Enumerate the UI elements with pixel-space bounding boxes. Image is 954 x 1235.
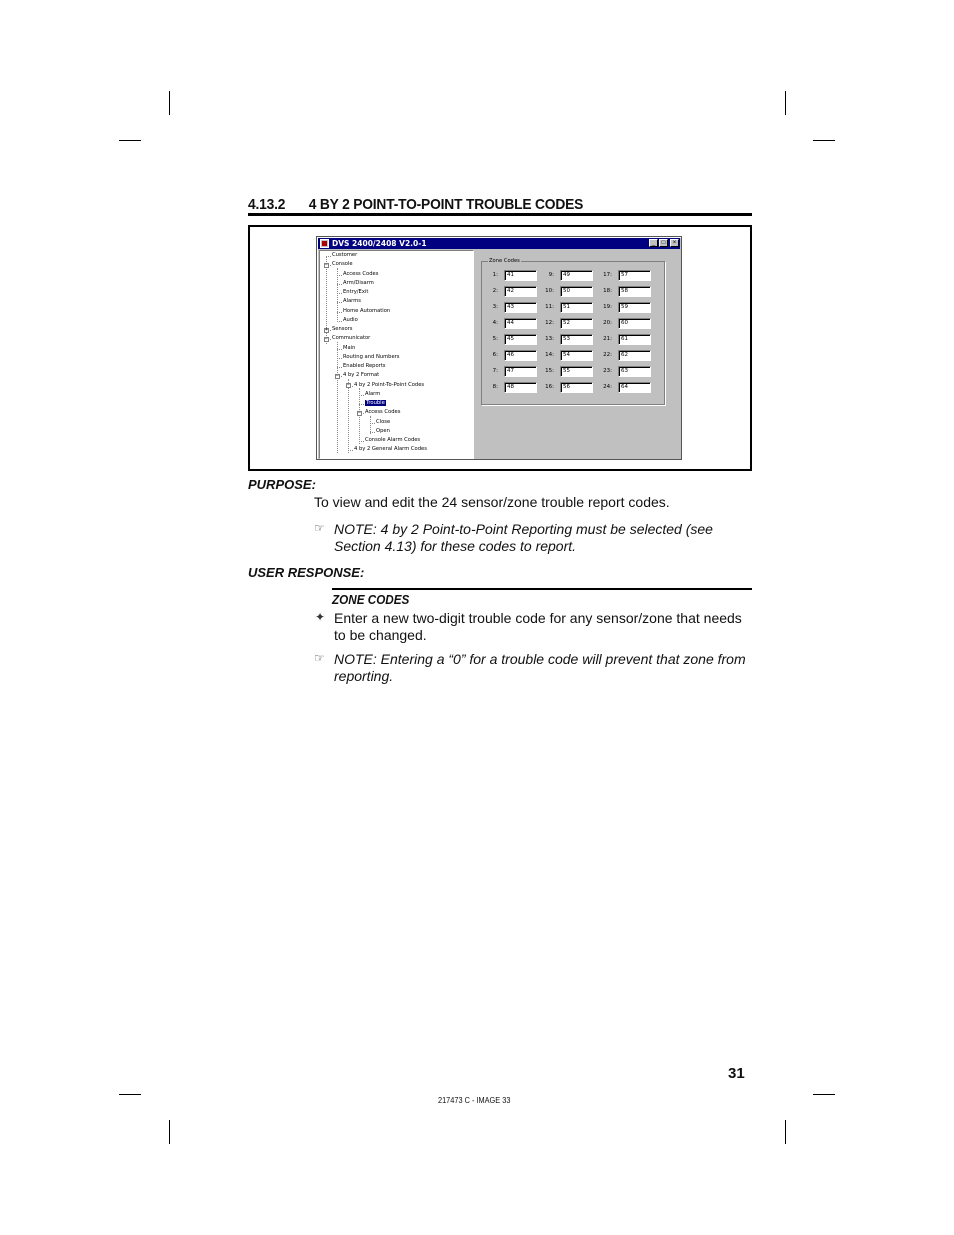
tree-view[interactable] [319, 250, 474, 459]
zone-label: 4: [492, 320, 498, 326]
tree-line [337, 275, 342, 276]
zone-label: 12: [545, 320, 554, 326]
tree-item[interactable] [365, 391, 380, 398]
tree-item-label: Arm/Disarm [343, 279, 374, 286]
zone-label: 5: [492, 336, 498, 342]
tree-item[interactable] [343, 271, 378, 278]
zone-codes-pane [474, 250, 679, 457]
zone-code-input[interactable]: 51 [560, 302, 593, 313]
tree-line [337, 284, 342, 285]
zone-label: 24: [603, 384, 612, 390]
tree-line [370, 432, 375, 433]
tree-item-label: Console Alarm Codes [365, 437, 421, 443]
tree-item[interactable] [343, 372, 379, 379]
pointing-hand-icon: ☞ [314, 651, 325, 665]
zone-code-input[interactable]: 62 [618, 350, 651, 361]
zone-label: 9: [548, 272, 554, 278]
tree-item[interactable] [343, 363, 386, 370]
zone-label: 11: [545, 304, 554, 310]
tree-item-label: Alarms [343, 298, 361, 305]
zone-label: 6: [492, 352, 498, 358]
crop-mark [813, 140, 835, 141]
step-line2: to be changed. [334, 627, 427, 643]
zone-label: 17: [603, 272, 612, 278]
sub-heading-rule [332, 588, 752, 590]
tree-item[interactable] [354, 446, 427, 453]
tree-item-label: Close [376, 418, 391, 425]
window-title: DVS 2400/2408 V2.0-1 [332, 239, 427, 248]
tree-line [337, 293, 342, 294]
zone-label: 16: [545, 384, 554, 390]
tree-item[interactable] [365, 400, 386, 407]
four-pointed-star-icon: ✦ [315, 610, 326, 624]
section-number: 4.13.2 [248, 196, 286, 213]
tree-item[interactable] [343, 298, 361, 305]
tree-line [337, 349, 342, 350]
crop-mark [169, 91, 170, 115]
tree-item-label: Home Automation [343, 307, 391, 314]
purpose-label: PURPOSE: [248, 477, 316, 492]
zone-code-input[interactable]: 52 [560, 318, 593, 329]
zone-code-input[interactable]: 44 [504, 318, 537, 329]
tree-line [348, 379, 349, 453]
collapse-icon[interactable]: − [336, 372, 339, 379]
zone-label: 8: [492, 384, 498, 390]
tree-item[interactable] [332, 252, 357, 259]
tree-item[interactable] [332, 261, 353, 268]
zone-code-input[interactable]: 53 [560, 334, 593, 345]
tree-line [337, 302, 342, 303]
page-number: 31 [728, 1065, 745, 1082]
tree-item-label: 4 by 2 Format [343, 372, 380, 379]
tree-item-label: Access Codes [343, 270, 379, 277]
tree-item[interactable] [343, 345, 355, 352]
zone-label: 2: [492, 288, 498, 294]
tree-item[interactable] [365, 437, 420, 444]
zone-code-input[interactable]: 42 [504, 286, 537, 297]
zone-code-input[interactable]: 47 [504, 366, 537, 377]
tree-item-label: Routing and Numbers [343, 353, 400, 360]
zone-label: 10: [545, 288, 554, 294]
tree-line [359, 404, 364, 405]
zone-code-input[interactable]: 45 [504, 334, 537, 345]
zone-code-input[interactable]: 61 [618, 334, 651, 345]
section-title: 4 BY 2 POINT-TO-POINT TROUBLE CODES [308, 196, 584, 213]
zone-code-input[interactable]: 55 [560, 366, 593, 377]
maximize-button[interactable]: □ [659, 239, 668, 247]
tree-item-label: Sensors [332, 326, 353, 332]
zone-code-input[interactable]: 56 [560, 382, 593, 393]
zone-code-input[interactable]: 57 [618, 270, 651, 281]
program-window [316, 236, 682, 460]
tree-line [359, 395, 364, 396]
close-button[interactable]: × [670, 239, 679, 247]
tree-item-label: Access Codes [365, 409, 401, 416]
zone-code-input[interactable]: 41 [504, 270, 537, 281]
zone-codes-heading: ZONE CODES [332, 592, 410, 607]
purpose-note-line2: Section 4.13) for these codes to report. [334, 538, 577, 554]
minimize-button[interactable]: _ [649, 239, 658, 247]
response-note-line2: reporting. [334, 668, 394, 684]
tree-line [337, 321, 342, 322]
crop-mark [169, 1120, 170, 1144]
tree-line [337, 367, 342, 368]
tree-item[interactable] [343, 354, 400, 361]
zone-label: 19: [603, 304, 612, 310]
tree-line [359, 388, 360, 444]
tree-item-label: Customer [332, 252, 358, 258]
group-title: Zone Codes [489, 258, 520, 264]
heading-rule [248, 213, 752, 216]
tree-line [370, 423, 375, 424]
tree-item[interactable] [332, 335, 370, 342]
app-icon [320, 239, 329, 248]
zone-code-input[interactable]: 49 [560, 270, 593, 281]
tree-item-label: Trouble [366, 400, 385, 406]
tree-item-label: 4 by 2 General Alarm Codes [354, 446, 427, 453]
zone-code-input[interactable]: 64 [618, 382, 651, 393]
collapse-icon[interactable]: − [358, 409, 361, 416]
zone-code-input[interactable]: 58 [618, 286, 651, 297]
tree-item[interactable] [343, 289, 368, 296]
zone-code-input[interactable]: 63 [618, 366, 651, 377]
tree-item-label: Enabled Reports [343, 363, 386, 369]
tree-line [326, 256, 331, 257]
zone-label: 14: [545, 352, 554, 358]
zone-label: 21: [603, 336, 612, 342]
tree-line [348, 450, 353, 451]
zone-label: 18: [603, 288, 612, 294]
crop-mark [119, 1094, 141, 1095]
zone-label: 1: [492, 272, 498, 278]
zone-label: 20: [603, 320, 612, 326]
zone-code-input[interactable]: 54 [560, 350, 593, 361]
tree-item[interactable] [365, 409, 400, 416]
tree-item-label: Alarm [365, 390, 381, 397]
tree-item-label: Communicator [332, 335, 371, 342]
tree-item-label: Open [376, 427, 390, 434]
tree-item[interactable] [343, 317, 358, 324]
tree-item-label: Main [343, 344, 356, 351]
zone-label: 22: [603, 352, 612, 358]
tree-item-label: Console [332, 261, 353, 268]
title-bar[interactable] [318, 238, 680, 249]
collapse-icon[interactable]: − [347, 382, 350, 388]
collapse-icon[interactable]: − [325, 335, 328, 342]
tree-item[interactable] [376, 428, 390, 435]
zone-code-input[interactable]: 46 [504, 350, 537, 361]
tree-item-label: Entry/Exit [343, 289, 369, 295]
crop-mark [813, 1094, 835, 1095]
tree-line [337, 358, 342, 359]
collapse-icon[interactable]: − [325, 261, 328, 268]
pointing-hand-icon: ☞ [314, 521, 325, 535]
section-heading [248, 196, 712, 213]
footer-id: 217473 C - IMAGE 33 [438, 1096, 511, 1105]
tree-item[interactable] [376, 419, 390, 426]
expand-icon[interactable]: + [325, 326, 328, 333]
tree-item[interactable] [343, 308, 390, 315]
zone-code-input[interactable]: 60 [618, 318, 651, 329]
zone-label: 15: [545, 368, 554, 374]
step-line1: Enter a new two-digit trouble code for any sensor/zone that needs [334, 610, 742, 626]
zone-code-input[interactable]: 50 [560, 286, 593, 297]
purpose-text: To view and edit the 24 sensor/zone trouble report codes. [314, 494, 670, 510]
user-response-label: USER RESPONSE: [248, 565, 365, 580]
response-note-line1: NOTE: Entering a “0” for a trouble code will prevent that zone from [334, 651, 746, 667]
zone-label: 3: [492, 304, 498, 310]
tree-item[interactable] [354, 382, 424, 389]
tree-item-label: 4 by 2 Point-To-Point Codes [354, 381, 425, 388]
tree-item[interactable] [343, 280, 374, 287]
tree-line [337, 312, 342, 313]
tree-item[interactable] [332, 326, 352, 333]
tree-item-label: Audio [343, 316, 358, 323]
tree-line [359, 441, 364, 442]
purpose-note-line1: NOTE: 4 by 2 Point-to-Point Reporting must be selected (see [334, 521, 713, 537]
zone-label: 7: [492, 368, 498, 374]
zone-code-input[interactable]: 43 [504, 302, 537, 313]
zone-label: 13: [545, 336, 554, 342]
crop-mark [119, 140, 141, 141]
zone-label: 23: [603, 368, 612, 374]
zone-code-input[interactable]: 48 [504, 382, 537, 393]
zone-code-input[interactable]: 59 [618, 302, 651, 313]
crop-mark [785, 91, 786, 115]
crop-mark [785, 1120, 786, 1144]
